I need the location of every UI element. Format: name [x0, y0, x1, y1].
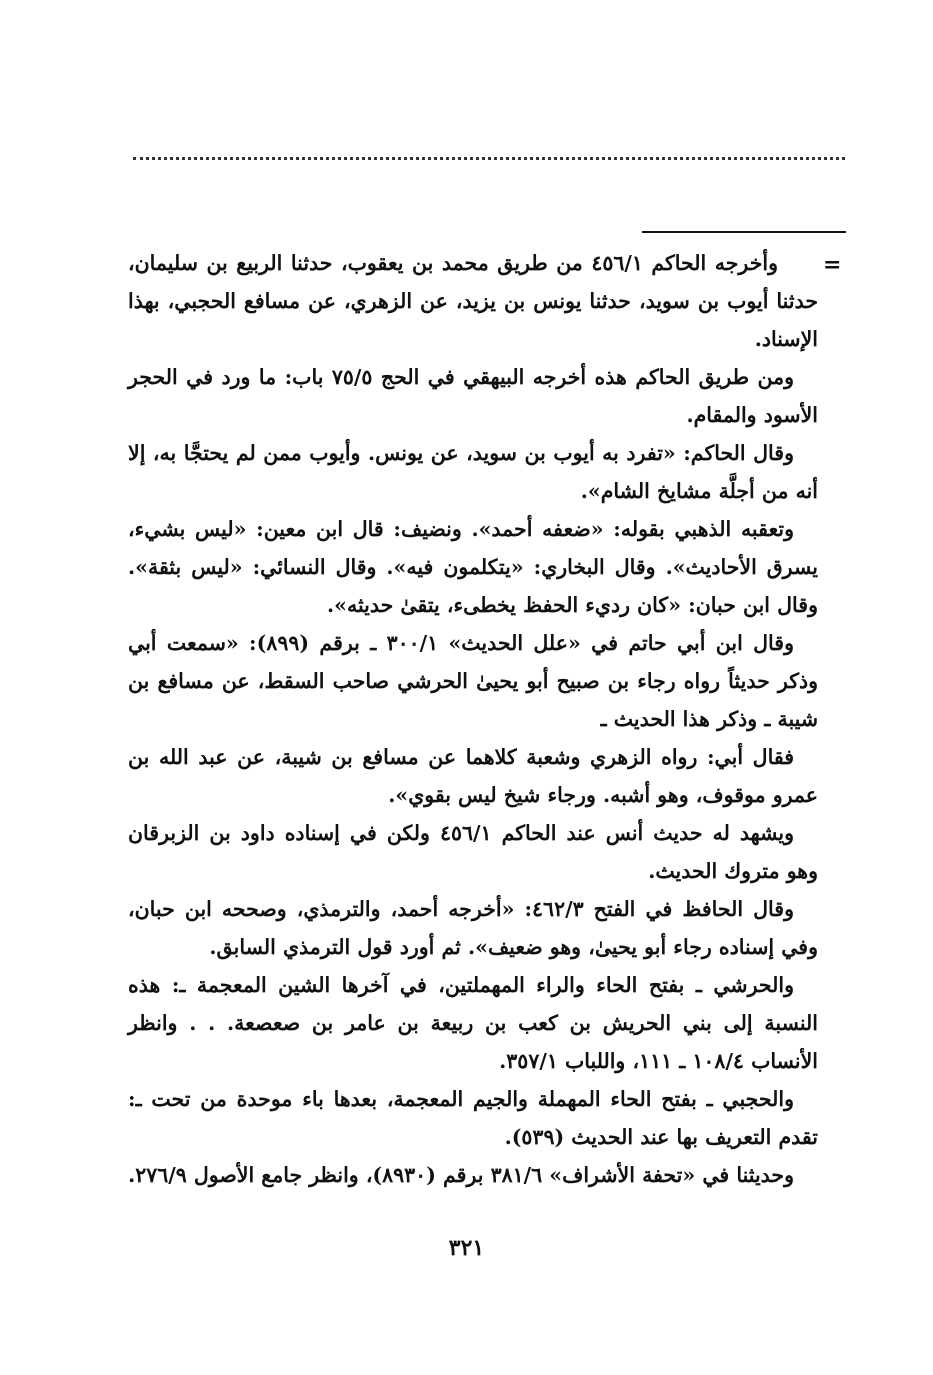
footnote-paragraph: والحرشي ـ بفتح الحاء والراء المهملتين، في آخرها الشين المعجمة ـ: هذه النسبة إلى بني الحريش بن كعب بن ربيعة بن عامر بن صعصعة. . . وانظر الأنساب ١٠٨/٤ ـ ١١١، واللباب ٣٥٧/١.: [128, 973, 818, 1073]
footnote-paragraph: وقال الحاكم: «تفرد به أيوب بن سويد، عن يونس. وأيوب ممن لم يحتجَّا به، إلا أنه من أجلَّة مشايخ الشام».: [128, 441, 818, 503]
footnote-paragraph: وقال الحافظ في الفتح ٤٦٢/٣: «أخرجه أحمد، والترمذي، وصححه ابن حبان، وفي إسناده رجاء أبو يحيىٰ، وهو ضعيف». ثم أورد قول الترمذي السابق.: [128, 897, 818, 959]
footnote-paragraph: وأخرجه الحاكم ٤٥٦/١ من طريق محمد بن يعقوب، حدثنا الربيع بن سليمان، حدثنا أيوب بن سويد، حدثنا يونس بن يزيد، عن الزهري، عن مسافع الحجبي، بهذا الإسناد.: [128, 251, 818, 351]
footnote-paragraph: ومن طريق الحاكم هذه أخرجه البيهقي في الحج ٧٥/٥ باب: ما ورد في الحجر الأسود والمقام.: [128, 365, 818, 427]
page-number: ٣٢١: [448, 1235, 485, 1261]
footnote-paragraph: وقال ابن أبي حاتم في «علل الحديث» ٣٠٠/١ ـ برقم (٨٩٩): «سمعت أبي وذكر حديثاً رواه رجاء بن صبيح أبو يحيىٰ الحرشي صاحب السقط، عن مسافع بن شيبة ـ وذكر هذا الحديث ـ: [128, 631, 818, 731]
footnote-text: [128, 244, 818, 1194]
footnote-paragraph: ويشهد له حديث أنس عند الحاكم ٤٥٦/١ ولكن في إسناده داود بن الزبرقان وهو متروك الحديث.: [128, 821, 818, 883]
footnote-paragraph: فقال أبي: رواه الزهري وشعبة كلاهما عن مسافع بن شيبة، عن عبد الله بن عمرو موقوف، وهو أشبه. ورجاء شيخ ليس بقوي».: [128, 745, 818, 807]
footnote-paragraph: وحديثنا في «تحفة الأشراف» ٣٨١/٦ برقم (٨٩٣٠)، وانظر جامع الأصول ٢٧٦/٩.: [128, 1163, 794, 1187]
header-dotted-rule: [133, 157, 845, 160]
footnote-paragraph: وتعقبه الذهبي بقوله: «ضعفه أحمد». ونضيف: قال ابن معين: «ليس بشيء، يسرق الأحاديث». وقال البخاري: «يتكلمون فيه». وقال النسائي: «ليس بثقة». وقال ابن حبان: «كان رديء الحفظ يخطىء، يتقىٰ حديثه».: [128, 517, 818, 617]
continuation-mark: =: [823, 252, 842, 278]
footnote-separator: [642, 231, 846, 233]
footnote-paragraph: والحجبي ـ بفتح الحاء المهملة والجيم المعجمة، بعدها باء موحدة من تحت ـ: تقدم التعريف بها عند الحديث (٥٣٩).: [128, 1087, 818, 1149]
